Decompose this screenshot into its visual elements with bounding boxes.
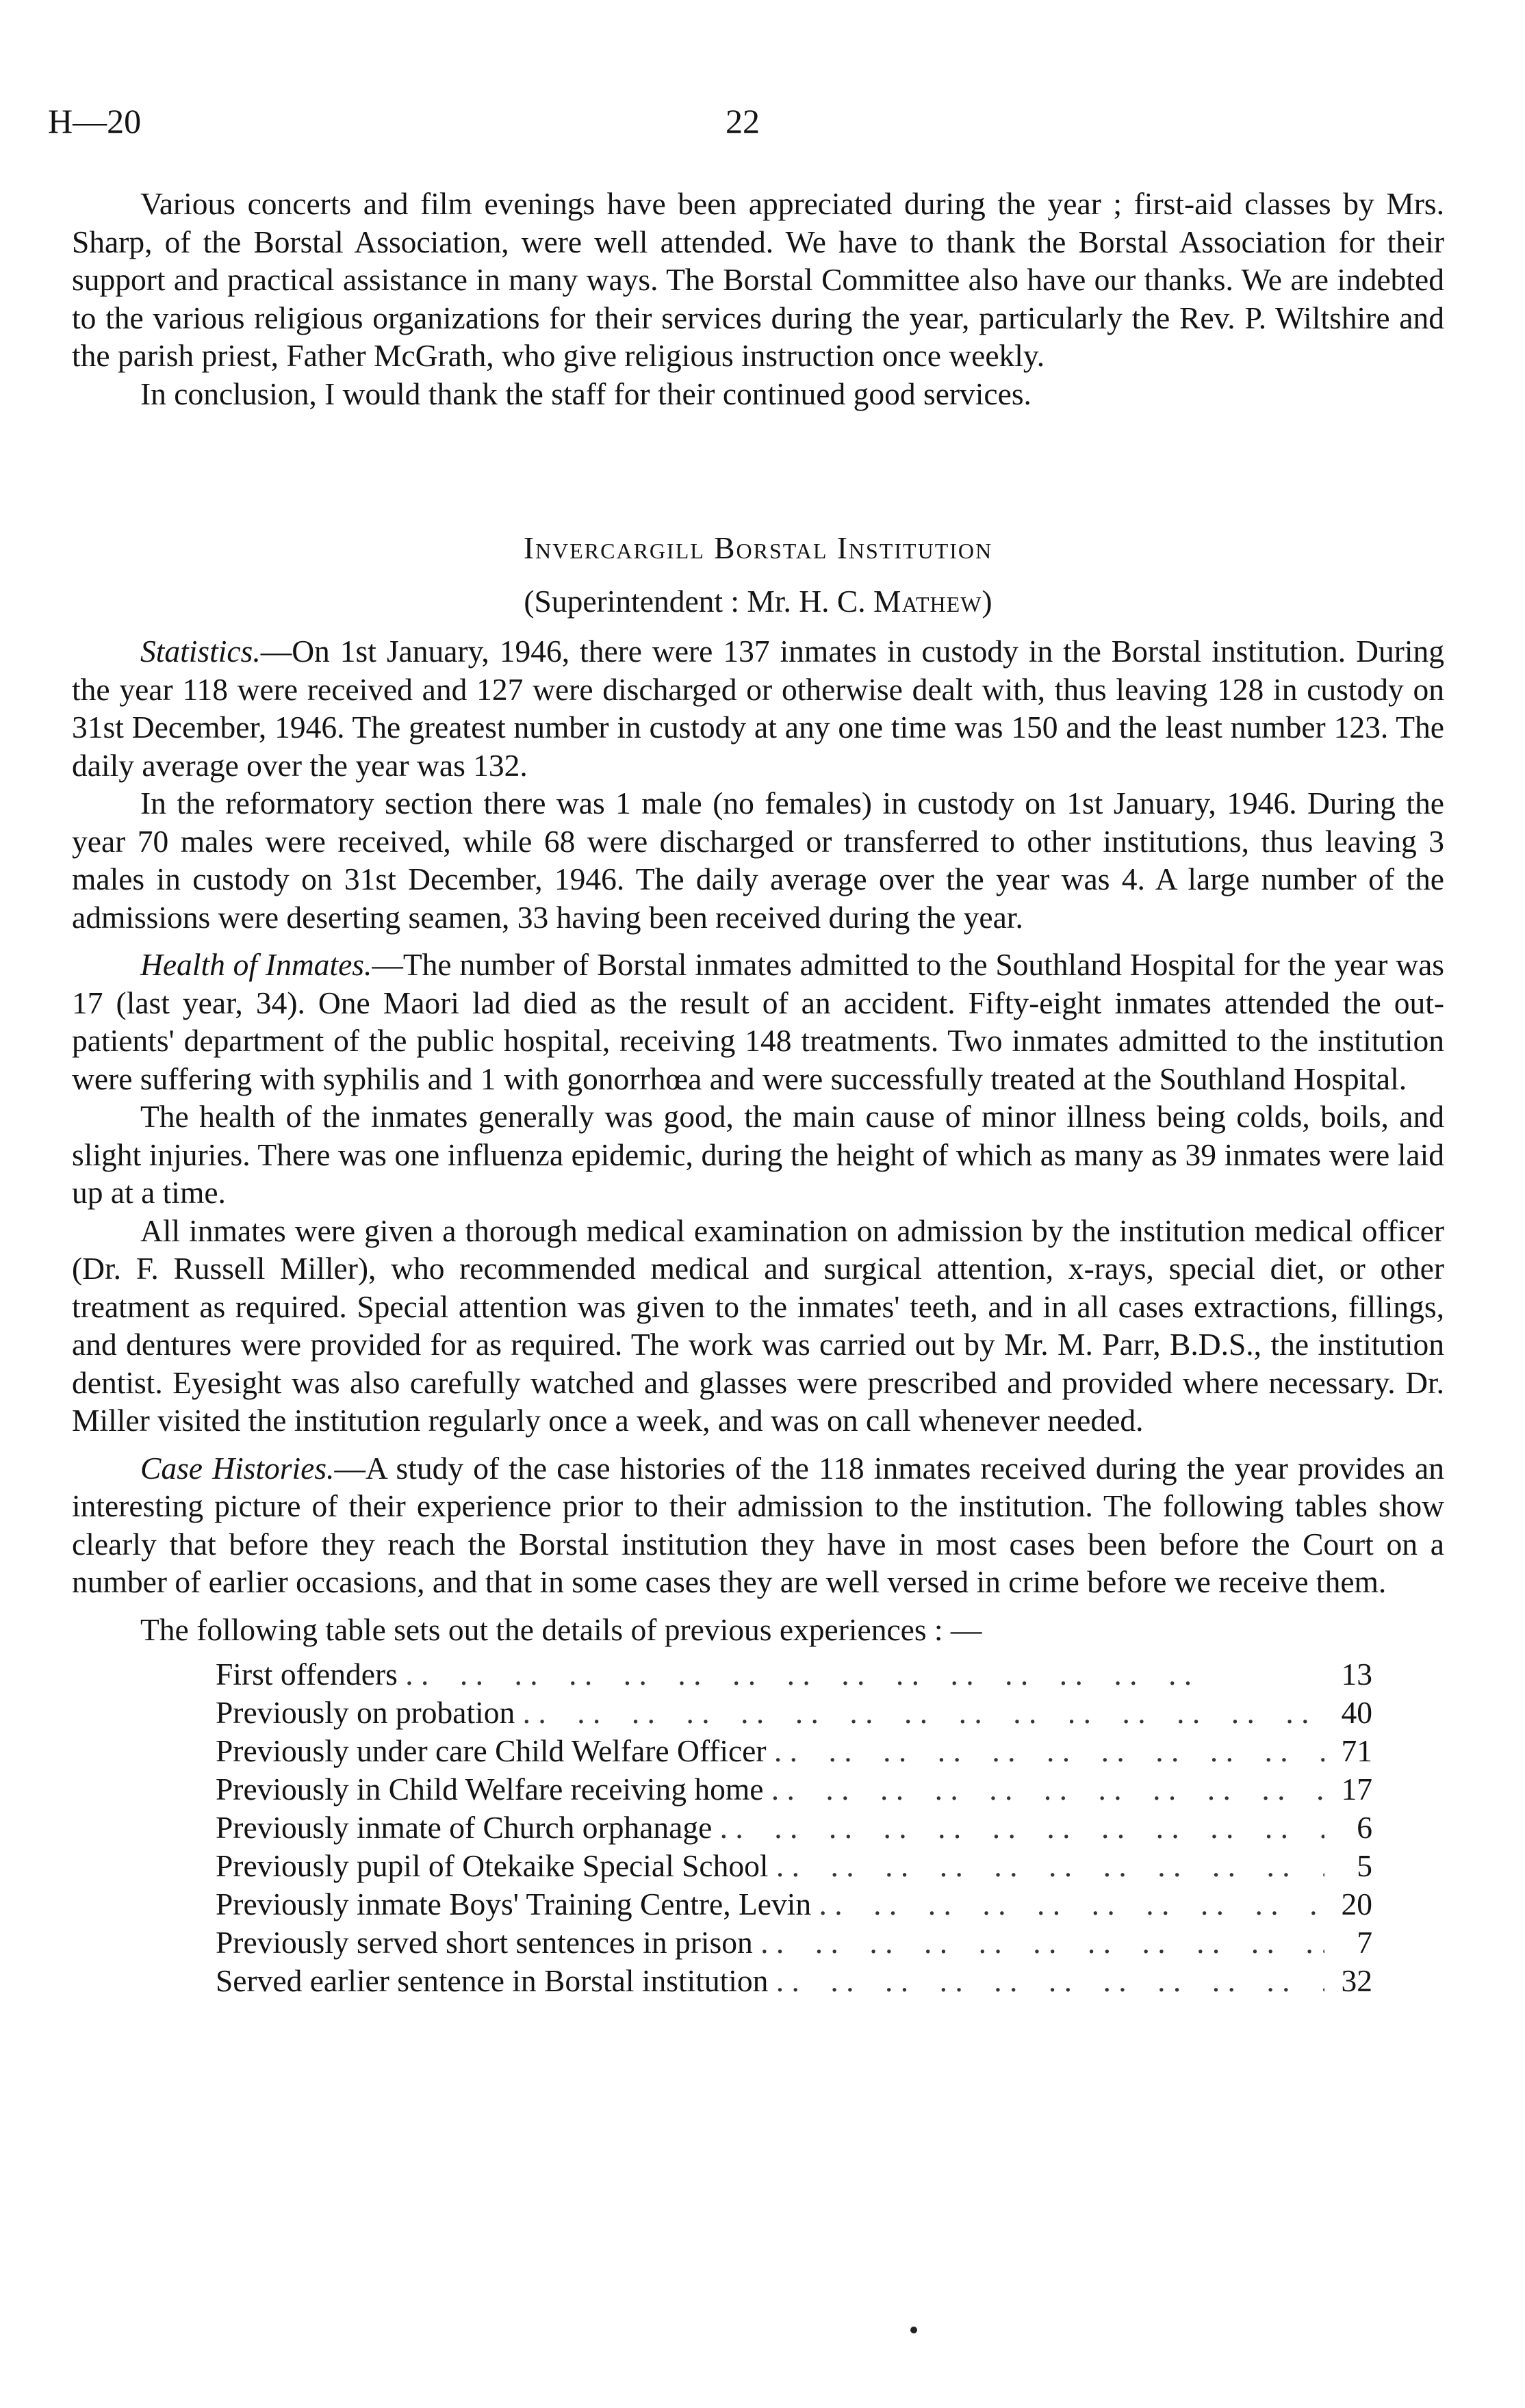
row-value: 13 bbox=[1341, 1657, 1372, 1692]
row-label: Served earlier sentence in Borstal institution . . bbox=[216, 1962, 1324, 2000]
row-value: 5 bbox=[1357, 1848, 1372, 1883]
table-row bbox=[216, 1885, 1372, 1924]
row-label: Previously pupil of Otekaike Special School . . bbox=[216, 1847, 1324, 1885]
table-row bbox=[216, 1655, 1372, 1694]
statistics-paragraph bbox=[72, 632, 1444, 784]
row-value: 20 bbox=[1341, 1887, 1372, 1921]
case-histories-text: —A study of the case histories of the 118 inmates received during the year provides an interesting picture of their experience prior to their admission to the institution. The following tables show clearly that before they reach the Borstal institution they have in most cases been before the Court on a number of earlier occasions, and that in some cases they are well versed in crime before we receive them. bbox=[72, 1450, 1444, 1599]
row-label: Previously under care Child Welfare Officer . . bbox=[216, 1732, 1324, 1770]
intro-paragraph-2: In conclusion, I would thank the staff for their continued good services. bbox=[140, 376, 1031, 411]
table-row bbox=[216, 1694, 1372, 1732]
superintendent-name: Mathew bbox=[873, 583, 982, 619]
table-row bbox=[216, 1924, 1372, 1962]
row-value: 32 bbox=[1341, 1963, 1372, 1998]
superintendent-prefix: (Superintendent : Mr. H. C. bbox=[524, 583, 873, 619]
health-label: Health of Inmates. bbox=[140, 947, 372, 982]
row-label: Previously on probation . . bbox=[216, 1694, 1324, 1732]
row-label: Previously inmate of Church orphanage . . bbox=[216, 1809, 1324, 1847]
health-text: —The number of Borstal inmates admitted to the Southland Hospital for the year was 17 (last year, 34). One Maori lad died as the result of an accident. Fifty-eight inmates attended the out-patients' department of the public hospital, receiving 148 treatments. Two inmates admitted to the institution were suffering with syphilis and 1 with gonorrhœa and were successfully treated at the Southland Hospital. bbox=[72, 947, 1444, 1096]
section-subtitle bbox=[72, 582, 1444, 621]
table-row bbox=[216, 1847, 1372, 1885]
row-label: Previously inmate Boys' Training Centre, Levin . . bbox=[216, 1885, 1324, 1924]
medical-paragraph: All inmates were given a thorough medical examination on admission by the institution medical officer (Dr. F. Russell Miller), who recommended medical and surgical attention, x-rays, special diet, or other treatment as required. Special attention was given to the inmates' teeth, and in all cases extractions, fillings, and dentures were provided for as required. The work was carried out by Mr. M. Parr, B.D.S., the institution dentist. Eyesight was also carefully watched and glasses were prescribed and provided where necessary. Dr. Miller visited the institution regularly once a week, and was on call whenever needed. bbox=[72, 1213, 1444, 1438]
case-histories-label: Case Histories. bbox=[140, 1450, 335, 1486]
row-value: 40 bbox=[1341, 1695, 1372, 1730]
row-label: First offenders . . bbox=[216, 1655, 1324, 1694]
statistics-label: Statistics. bbox=[140, 634, 261, 669]
section-title: Invercargill Borstal Institution bbox=[523, 530, 993, 565]
page-body bbox=[72, 185, 1444, 2000]
table-row bbox=[216, 1770, 1372, 1809]
row-label: Previously served short sentences in prison . . bbox=[216, 1924, 1324, 1962]
case-histories-paragraph bbox=[72, 1449, 1444, 1601]
table-row bbox=[216, 1732, 1372, 1770]
health-general-paragraph: The health of the inmates generally was good, the main cause of minor illness being colds, boils, and slight injuries. There was one influenza epidemic, during the height of which as many as 39 inmates were laid up at a time. bbox=[72, 1099, 1444, 1210]
page-mark bbox=[910, 2327, 917, 2333]
row-label: Previously in Child Welfare receiving home . . bbox=[216, 1770, 1324, 1809]
reformatory-paragraph: In the reformatory section there was 1 male (no females) in custody on 1st January, 1946. During the year 70 males were received, while 68 were discharged or transferred to other institutions, thus leaving 3 males in custody on 31st December, 1946. The daily average over the year was 4. A large number of the admissions were deserting seamen, 33 having been received during the year. bbox=[72, 786, 1444, 935]
row-value: 7 bbox=[1357, 1925, 1372, 1960]
row-value: 71 bbox=[1341, 1733, 1372, 1768]
page-number: 22 bbox=[726, 102, 760, 140]
table-intro: The following table sets out the details of previous experiences : — bbox=[140, 1611, 982, 1647]
superintendent-suffix: ) bbox=[982, 583, 992, 619]
intro-paragraph-1: Various concerts and film evenings have been appreciated during the year ; first-aid classes by Mrs. Sharp, of the Borstal Association, were well attended. We have to thank the Borstal Association for their support and practical assistance in many ways. The Borstal Committee also have our thanks. We are indebted to the various religious organizations for their services during the year, particularly the Rev. P. Wiltshire and the parish priest, Father McGrath, who give religious instruction once weekly. bbox=[72, 186, 1444, 373]
row-value: 6 bbox=[1357, 1810, 1372, 1845]
health-paragraph bbox=[72, 946, 1444, 1098]
statistics-text: —On 1st January, 1946, there were 137 inmates in custody in the Borstal institution. During the year 118 were received and 127 were discharged or otherwise dealt with, thus leaving 128 in custody on 31st December, 1946. The greatest number in custody at any one time was 150 and the least number 123. The daily average over the year was 132. bbox=[72, 634, 1444, 783]
row-value: 17 bbox=[1341, 1772, 1372, 1807]
document-reference: H—20 bbox=[48, 102, 142, 140]
previous-experiences-table bbox=[216, 1655, 1372, 2000]
table-row bbox=[216, 1962, 1372, 2000]
table-row bbox=[216, 1809, 1372, 1847]
